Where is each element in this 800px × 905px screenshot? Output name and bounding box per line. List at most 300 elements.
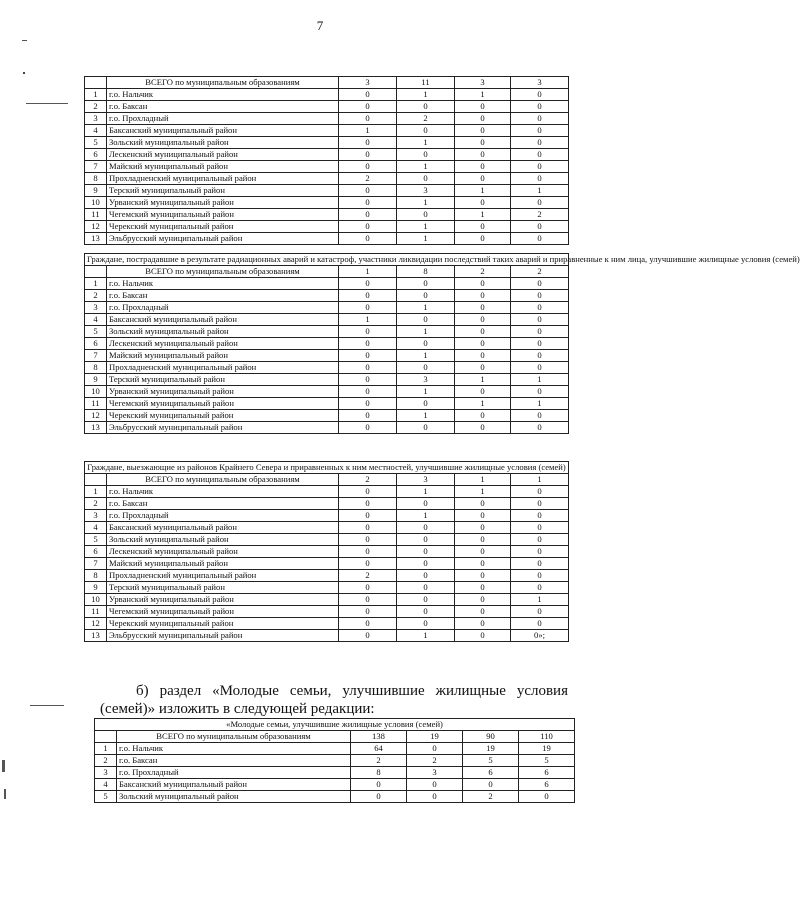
cell-value: 2 bbox=[511, 209, 569, 221]
cell-value: 0 bbox=[339, 350, 397, 362]
table-row bbox=[85, 522, 569, 534]
paragraph-line-2: (семей)» изложить в следующей редакции: bbox=[100, 701, 375, 717]
table-row bbox=[85, 125, 569, 137]
row-number: 8 bbox=[85, 362, 107, 374]
cell-value: 0 bbox=[397, 546, 455, 558]
total-value: 2 bbox=[511, 266, 569, 278]
table-row bbox=[85, 350, 569, 362]
cell-value: 0 bbox=[339, 101, 397, 113]
cell-value: 0 bbox=[455, 338, 511, 350]
row-number: 13 bbox=[85, 233, 107, 245]
total-value: 90 bbox=[463, 731, 519, 743]
cell-value: 1 bbox=[397, 161, 455, 173]
cell-value: 0 bbox=[455, 594, 511, 606]
cell-value: 0 bbox=[511, 570, 569, 582]
cell-value: 0 bbox=[339, 290, 397, 302]
row-number: 2 bbox=[85, 498, 107, 510]
municipality-name: Прохладненский муниципальный район bbox=[107, 362, 339, 374]
table-row bbox=[85, 149, 569, 161]
row-number: 11 bbox=[85, 398, 107, 410]
cell-value: 0 bbox=[397, 101, 455, 113]
table-row bbox=[85, 398, 569, 410]
cell-value: 0 bbox=[455, 137, 511, 149]
section-3-title: Граждане, выезжающие из районов Крайнего Севера и приравненных к ним местностей, улучшившие жилищные условия (семей) bbox=[85, 462, 569, 474]
cell-value: 2 bbox=[463, 791, 519, 803]
municipality-name: г.о. Баксан bbox=[107, 290, 339, 302]
municipality-name: Баксанский муниципальный район bbox=[117, 779, 351, 791]
cell-value: 0 bbox=[455, 221, 511, 233]
table-row bbox=[85, 618, 569, 630]
cell-value: 0 bbox=[339, 534, 397, 546]
cell-value: 0 bbox=[511, 278, 569, 290]
municipality-name: Зольский муниципальный район bbox=[107, 137, 339, 149]
row-number: 3 bbox=[85, 510, 107, 522]
municipality-name: г.о. Баксан bbox=[107, 101, 339, 113]
cell-value: 0 bbox=[455, 302, 511, 314]
cell-value: 1 bbox=[339, 314, 397, 326]
cell-value: 0 bbox=[455, 350, 511, 362]
total-value: 1 bbox=[339, 266, 397, 278]
cell-value: 0 bbox=[455, 233, 511, 245]
table-row bbox=[95, 779, 575, 791]
cell-value: 0 bbox=[351, 779, 407, 791]
cell-value: 3 bbox=[397, 374, 455, 386]
table-row bbox=[85, 630, 569, 642]
total-index-cell bbox=[85, 77, 107, 89]
cell-value: 0 bbox=[455, 630, 511, 642]
cell-value: 0»; bbox=[511, 630, 569, 642]
table-row bbox=[85, 362, 569, 374]
municipality-name: Урванский муниципальный район bbox=[107, 594, 339, 606]
row-number: 8 bbox=[85, 570, 107, 582]
total-row bbox=[85, 77, 569, 89]
row-number: 5 bbox=[95, 791, 117, 803]
row-number: 6 bbox=[85, 338, 107, 350]
total-row bbox=[95, 731, 575, 743]
cell-value: 1 bbox=[511, 185, 569, 197]
cell-value: 0 bbox=[397, 522, 455, 534]
scan-dot bbox=[23, 72, 25, 74]
row-number: 11 bbox=[85, 606, 107, 618]
row-number: 1 bbox=[85, 89, 107, 101]
cell-value: 0 bbox=[339, 89, 397, 101]
row-number: 1 bbox=[95, 743, 117, 755]
table-row bbox=[85, 197, 569, 209]
table-row bbox=[85, 185, 569, 197]
row-number: 7 bbox=[85, 558, 107, 570]
table-4 bbox=[94, 718, 575, 803]
paragraph-word: улучшившие bbox=[342, 683, 425, 699]
cell-value: 0 bbox=[455, 326, 511, 338]
cell-value: 3 bbox=[407, 767, 463, 779]
table-3 bbox=[84, 461, 569, 642]
scan-mark bbox=[4, 789, 6, 799]
cell-value: 0 bbox=[397, 606, 455, 618]
row-number: 6 bbox=[85, 546, 107, 558]
municipality-name: г.о. Нальчик bbox=[107, 89, 339, 101]
row-number: 10 bbox=[85, 594, 107, 606]
cell-value: 0 bbox=[455, 618, 511, 630]
cell-value: 0 bbox=[511, 290, 569, 302]
municipality-name: Майский муниципальный район bbox=[107, 558, 339, 570]
row-number: 10 bbox=[85, 386, 107, 398]
cell-value: 0 bbox=[455, 290, 511, 302]
cell-value: 0 bbox=[339, 510, 397, 522]
table-row bbox=[85, 510, 569, 522]
cell-value: 0 bbox=[339, 302, 397, 314]
cell-value: 5 bbox=[463, 755, 519, 767]
row-number: 12 bbox=[85, 221, 107, 233]
cell-value: 0 bbox=[339, 386, 397, 398]
cell-value: 0 bbox=[511, 350, 569, 362]
municipality-name: г.о. Нальчик bbox=[107, 486, 339, 498]
section-2-title: Граждане, пострадавшие в результате радиационных аварий и катастроф, участники ликвидации последствий таких аварий и приравненные к ним лица, улучшившие жилищные условия (семей) bbox=[85, 254, 569, 266]
total-value: 2 bbox=[339, 474, 397, 486]
cell-value: 0 bbox=[339, 522, 397, 534]
cell-value: 1 bbox=[397, 221, 455, 233]
total-label: ВСЕГО по муниципальным образованиям bbox=[107, 474, 339, 486]
total-value: 1 bbox=[511, 474, 569, 486]
cell-value: 0 bbox=[339, 618, 397, 630]
scan-mark bbox=[2, 760, 5, 772]
page-number: 7 bbox=[316, 18, 324, 33]
municipality-name: Прохладненский муниципальный район bbox=[107, 173, 339, 185]
table-row bbox=[85, 374, 569, 386]
cell-value: 0 bbox=[339, 209, 397, 221]
municipality-name: Лескенский муниципальный район bbox=[107, 546, 339, 558]
row-number: 8 bbox=[85, 173, 107, 185]
cell-value: 0 bbox=[511, 314, 569, 326]
cell-value: 0 bbox=[397, 125, 455, 137]
cell-value: 0 bbox=[511, 233, 569, 245]
table-row bbox=[85, 606, 569, 618]
cell-value: 1 bbox=[397, 486, 455, 498]
table-row bbox=[85, 113, 569, 125]
cell-value: 0 bbox=[339, 338, 397, 350]
cell-value: 0 bbox=[455, 534, 511, 546]
cell-value: 1 bbox=[455, 374, 511, 386]
table-row bbox=[95, 767, 575, 779]
cell-value: 0 bbox=[511, 606, 569, 618]
cell-value: 2 bbox=[339, 173, 397, 185]
municipality-name: Черекский муниципальный район bbox=[107, 410, 339, 422]
cell-value: 0 bbox=[455, 113, 511, 125]
table-row bbox=[85, 558, 569, 570]
row-number: 4 bbox=[85, 522, 107, 534]
row-number: 4 bbox=[85, 125, 107, 137]
cell-value: 0 bbox=[339, 498, 397, 510]
municipality-name: Чегемский муниципальный район bbox=[107, 398, 339, 410]
cell-value: 0 bbox=[397, 398, 455, 410]
cell-value: 0 bbox=[511, 137, 569, 149]
table-row bbox=[85, 326, 569, 338]
cell-value: 0 bbox=[511, 101, 569, 113]
cell-value: 0 bbox=[339, 410, 397, 422]
municipality-name: г.о. Прохладный bbox=[107, 302, 339, 314]
cell-value: 1 bbox=[397, 233, 455, 245]
row-number: 2 bbox=[85, 290, 107, 302]
cell-value: 0 bbox=[339, 606, 397, 618]
table-4-title-row bbox=[95, 719, 575, 731]
cell-value: 0 bbox=[407, 743, 463, 755]
municipality-name: Майский муниципальный район bbox=[107, 350, 339, 362]
table-row bbox=[85, 278, 569, 290]
scan-mark bbox=[22, 40, 27, 41]
cell-value: 1 bbox=[397, 386, 455, 398]
municipality-name: г.о. Баксан bbox=[107, 498, 339, 510]
municipality-name: Урванский муниципальный район bbox=[107, 197, 339, 209]
cell-value: 0 bbox=[455, 410, 511, 422]
row-number: 9 bbox=[85, 185, 107, 197]
cell-value: 0 bbox=[455, 510, 511, 522]
cell-value: 1 bbox=[455, 486, 511, 498]
total-value: 110 bbox=[519, 731, 575, 743]
total-value: 11 bbox=[397, 77, 455, 89]
total-value: 3 bbox=[397, 474, 455, 486]
cell-value: 0 bbox=[511, 486, 569, 498]
cell-value: 0 bbox=[339, 362, 397, 374]
cell-value: 0 bbox=[397, 338, 455, 350]
cell-value: 0 bbox=[511, 534, 569, 546]
cell-value: 0 bbox=[351, 791, 407, 803]
municipality-name: Терский муниципальный район bbox=[107, 582, 339, 594]
municipality-name: Терский муниципальный район bbox=[107, 374, 339, 386]
scan-mark bbox=[30, 705, 64, 706]
paragraph-word: б) bbox=[136, 683, 149, 699]
cell-value: 0 bbox=[455, 498, 511, 510]
cell-value: 0 bbox=[339, 582, 397, 594]
cell-value: 0 bbox=[339, 233, 397, 245]
total-value: 138 bbox=[351, 731, 407, 743]
total-value: 3 bbox=[511, 77, 569, 89]
paragraph-word: семьи, bbox=[289, 683, 332, 699]
row-number: 6 bbox=[85, 149, 107, 161]
table-row bbox=[85, 410, 569, 422]
cell-value: 0 bbox=[397, 149, 455, 161]
municipality-name: Эльбрусский муниципальный район bbox=[107, 422, 339, 434]
total-value: 3 bbox=[455, 77, 511, 89]
cell-value: 0 bbox=[455, 570, 511, 582]
cell-value: 0 bbox=[339, 161, 397, 173]
table-row bbox=[85, 221, 569, 233]
cell-value: 0 bbox=[397, 422, 455, 434]
cell-value: 0 bbox=[339, 326, 397, 338]
cell-value: 1 bbox=[397, 326, 455, 338]
table-row bbox=[85, 290, 569, 302]
row-number: 9 bbox=[85, 374, 107, 386]
total-index-cell bbox=[95, 731, 117, 743]
cell-value: 64 bbox=[351, 743, 407, 755]
municipality-name: г.о. Нальчик bbox=[117, 743, 351, 755]
cell-value: 0 bbox=[455, 278, 511, 290]
cell-value: 0 bbox=[511, 498, 569, 510]
table-row bbox=[85, 534, 569, 546]
cell-value: 0 bbox=[397, 594, 455, 606]
municipality-name: г.о. Прохладный bbox=[107, 113, 339, 125]
cell-value: 6 bbox=[519, 779, 575, 791]
cell-value: 6 bbox=[519, 767, 575, 779]
municipality-name: Эльбрусский муниципальный район bbox=[107, 233, 339, 245]
cell-value: 0 bbox=[455, 522, 511, 534]
total-value: 8 bbox=[397, 266, 455, 278]
cell-value: 0 bbox=[339, 374, 397, 386]
cell-value: 0 bbox=[339, 594, 397, 606]
total-value: 3 bbox=[339, 77, 397, 89]
cell-value: 0 bbox=[511, 149, 569, 161]
cell-value: 2 bbox=[351, 755, 407, 767]
table-row bbox=[95, 791, 575, 803]
cell-value: 6 bbox=[463, 767, 519, 779]
cell-value: 0 bbox=[519, 791, 575, 803]
cell-value: 0 bbox=[455, 125, 511, 137]
total-label: ВСЕГО по муниципальным образованиям bbox=[117, 731, 351, 743]
municipality-name: Терский муниципальный район bbox=[107, 185, 339, 197]
paragraph-word: условия bbox=[516, 683, 568, 699]
table-4-title: «Молодые семьи, улучшившие жилищные условия (семей) bbox=[95, 719, 575, 731]
cell-value: 0 bbox=[339, 221, 397, 233]
row-number: 10 bbox=[85, 197, 107, 209]
cell-value: 1 bbox=[455, 89, 511, 101]
cell-value: 0 bbox=[339, 630, 397, 642]
table-row bbox=[85, 161, 569, 173]
paragraph-word: жилищные bbox=[435, 683, 506, 699]
total-row bbox=[85, 474, 569, 486]
row-number: 12 bbox=[85, 618, 107, 630]
cell-value: 0 bbox=[397, 290, 455, 302]
table-row bbox=[85, 486, 569, 498]
municipality-name: г.о. Баксан bbox=[117, 755, 351, 767]
row-number: 5 bbox=[85, 534, 107, 546]
cell-value: 1 bbox=[397, 197, 455, 209]
cell-value: 0 bbox=[339, 137, 397, 149]
total-value: 19 bbox=[407, 731, 463, 743]
table-row bbox=[85, 338, 569, 350]
cell-value: 0 bbox=[511, 161, 569, 173]
cell-value: 0 bbox=[455, 314, 511, 326]
cell-value: 1 bbox=[455, 209, 511, 221]
cell-value: 0 bbox=[397, 618, 455, 630]
cell-value: 1 bbox=[397, 510, 455, 522]
paragraph-word: «Молодые bbox=[212, 683, 279, 699]
cell-value: 0 bbox=[455, 582, 511, 594]
row-number: 7 bbox=[85, 161, 107, 173]
row-number: 13 bbox=[85, 422, 107, 434]
cell-value: 0 bbox=[407, 791, 463, 803]
municipality-name: Баксанский муниципальный район bbox=[107, 125, 339, 137]
cell-value: 0 bbox=[339, 422, 397, 434]
table-row bbox=[85, 422, 569, 434]
municipality-name: Черекский муниципальный район bbox=[107, 618, 339, 630]
cell-value: 1 bbox=[397, 630, 455, 642]
cell-value: 0 bbox=[397, 570, 455, 582]
cell-value: 0 bbox=[463, 779, 519, 791]
cell-value: 19 bbox=[463, 743, 519, 755]
cell-value: 1 bbox=[511, 594, 569, 606]
municipality-name: г.о. Нальчик bbox=[107, 278, 339, 290]
row-number: 2 bbox=[95, 755, 117, 767]
cell-value: 2 bbox=[397, 113, 455, 125]
cell-value: 0 bbox=[511, 510, 569, 522]
cell-value: 0 bbox=[511, 386, 569, 398]
municipality-name: Черекский муниципальный район bbox=[107, 221, 339, 233]
row-number: 3 bbox=[85, 302, 107, 314]
cell-value: 0 bbox=[455, 161, 511, 173]
cell-value: 0 bbox=[339, 546, 397, 558]
cell-value: 0 bbox=[339, 486, 397, 498]
municipality-name: Урванский муниципальный район bbox=[107, 386, 339, 398]
table-row bbox=[85, 233, 569, 245]
table-row bbox=[85, 173, 569, 185]
cell-value: 3 bbox=[397, 185, 455, 197]
total-label: ВСЕГО по муниципальным образованиям bbox=[107, 266, 339, 278]
cell-value: 0 bbox=[511, 422, 569, 434]
cell-value: 0 bbox=[511, 582, 569, 594]
cell-value: 0 bbox=[511, 302, 569, 314]
municipality-name: Лескенский муниципальный район bbox=[107, 338, 339, 350]
section-title-row bbox=[85, 462, 569, 474]
row-number: 4 bbox=[95, 779, 117, 791]
cell-value: 0 bbox=[455, 422, 511, 434]
cell-value: 0 bbox=[455, 101, 511, 113]
municipality-name: Зольский муниципальный район bbox=[117, 791, 351, 803]
row-number: 13 bbox=[85, 630, 107, 642]
table-row bbox=[85, 101, 569, 113]
municipality-name: г.о. Прохладный bbox=[107, 510, 339, 522]
paragraph-line-1 bbox=[100, 682, 568, 700]
table-row bbox=[85, 386, 569, 398]
cell-value: 0 bbox=[397, 558, 455, 570]
cell-value: 1 bbox=[511, 398, 569, 410]
cell-value: 1 bbox=[397, 350, 455, 362]
table-row bbox=[85, 137, 569, 149]
cell-value: 0 bbox=[339, 185, 397, 197]
cell-value: 0 bbox=[407, 779, 463, 791]
total-index-cell bbox=[85, 474, 107, 486]
total-index-cell bbox=[85, 266, 107, 278]
table-row bbox=[95, 743, 575, 755]
cell-value: 0 bbox=[511, 618, 569, 630]
row-number: 1 bbox=[85, 486, 107, 498]
cell-value: 1 bbox=[397, 137, 455, 149]
row-number: 5 bbox=[85, 137, 107, 149]
municipality-name: Баксанский муниципальный район bbox=[107, 522, 339, 534]
cell-value: 2 bbox=[339, 570, 397, 582]
paragraph-word: раздел bbox=[159, 683, 202, 699]
municipality-name: Зольский муниципальный район bbox=[107, 534, 339, 546]
row-number: 3 bbox=[85, 113, 107, 125]
cell-value: 0 bbox=[397, 278, 455, 290]
cell-value: 0 bbox=[339, 113, 397, 125]
cell-value: 1 bbox=[397, 410, 455, 422]
cell-value: 1 bbox=[455, 185, 511, 197]
row-number: 7 bbox=[85, 350, 107, 362]
table-2 bbox=[84, 253, 800, 434]
cell-value: 0 bbox=[511, 113, 569, 125]
table-row bbox=[85, 498, 569, 510]
municipality-name: Зольский муниципальный район bbox=[107, 326, 339, 338]
cell-value: 0 bbox=[397, 209, 455, 221]
cell-value: 0 bbox=[339, 278, 397, 290]
municipality-name: Баксанский муниципальный район bbox=[107, 314, 339, 326]
total-value: 1 bbox=[455, 474, 511, 486]
total-value: 2 bbox=[455, 266, 511, 278]
cell-value: 0 bbox=[511, 558, 569, 570]
cell-value: 0 bbox=[455, 362, 511, 374]
cell-value: 0 bbox=[339, 558, 397, 570]
cell-value: 0 bbox=[339, 398, 397, 410]
cell-value: 5 bbox=[519, 755, 575, 767]
cell-value: 0 bbox=[511, 125, 569, 137]
